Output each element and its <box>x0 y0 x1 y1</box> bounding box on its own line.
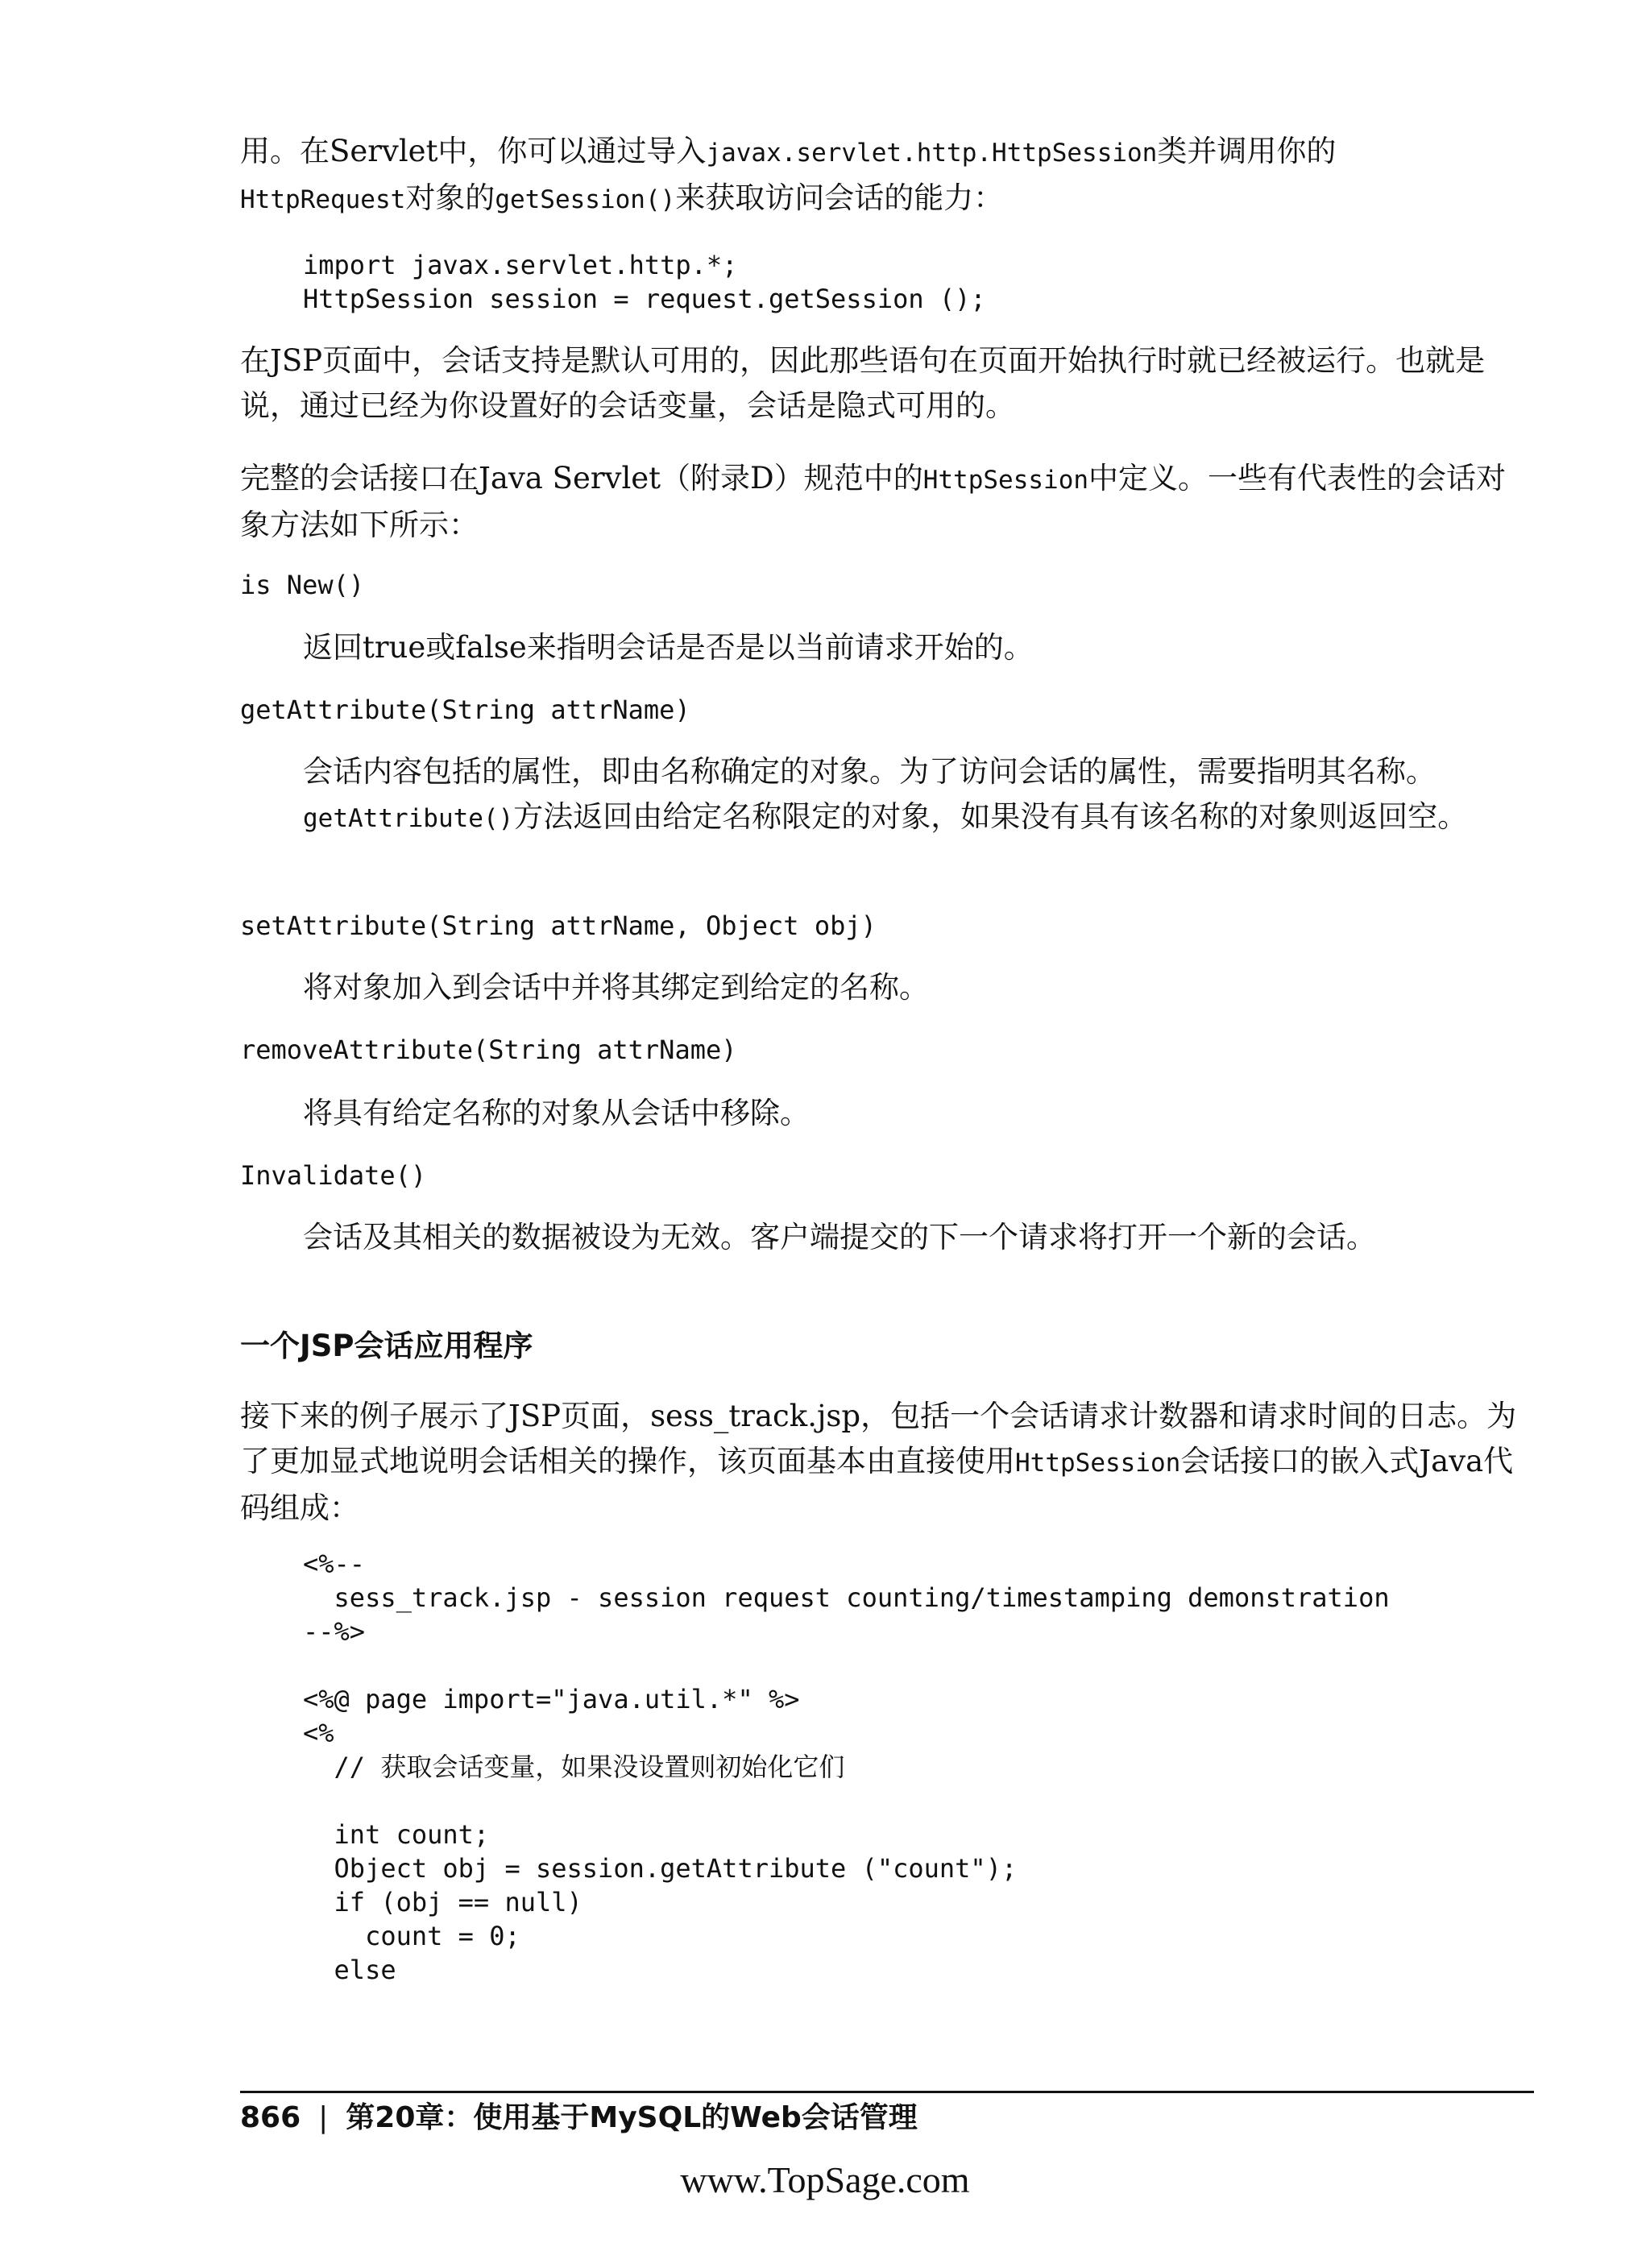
method-signature: setAttribute(String attrName, Object obj) <box>240 910 877 941</box>
intro-code-2: HttpRequest <box>240 185 406 214</box>
example-text-2: 会话接口的嵌入式Java代码组成： <box>240 1444 1514 1525</box>
intro-text-1: 用。在Servlet中，你可以通过导入 <box>240 134 707 168</box>
interface-code: HttpSession <box>922 466 1089 495</box>
page-footer <box>240 2098 918 2138</box>
page-number: 866 <box>240 2101 301 2134</box>
example-text-1: 接下来的例子展示了JSP页面，sess_track.jsp，包括一个会话请求计数器和请求时间的日志。为了更加显式地说明会话相关的操作，该页面基本由直接使用 <box>240 1399 1517 1478</box>
code-block-session: import javax.servlet.http.*; HttpSession session = request.getSession (); <box>303 250 986 314</box>
intro-text-2: 类并调用你的 <box>1157 134 1337 168</box>
watermark-url: www.TopSage.com <box>680 2159 970 2200</box>
example-code: HttpSession <box>1015 1449 1181 1478</box>
intro-paragraph <box>240 129 1529 222</box>
session-interface-paragraph <box>240 456 1529 548</box>
method-signature: is New() <box>240 570 365 600</box>
interface-text-1: 完整的会话接口在Java Servlet（附录D）规范中的 <box>240 461 923 495</box>
method-description: 将具有给定名称的对象从会话中移除。 <box>303 1096 810 1130</box>
method-signature: removeAttribute(String attrName) <box>240 1034 737 1065</box>
interface-text-2: 中定义。一些有代表性的会话对象方法如下所示： <box>240 461 1507 542</box>
section-heading: 一个JSP会话应用程序 <box>240 1329 533 1363</box>
intro-text-3: 对象的 <box>405 180 495 215</box>
chapter-title: 第20章：使用基于MySQL的Web会话管理 <box>346 2101 918 2134</box>
method-description: 将对象加入到会话中并将其绑定到给定的名称。 <box>303 970 929 1005</box>
method-description: 会话及其相关的数据被设为无效。客户端提交的下一个请求将打开一个新的会话。 <box>303 1220 1376 1254</box>
method-signature: Invalidate() <box>240 1160 427 1191</box>
method-description-text: 会话内容包括的属性，即由名称确定的对象。为了访问会话的属性，需要指明其名称。 <box>303 754 1436 789</box>
code-block-sess-track: <%-- sess_track.jsp - session request counting/timestamping demonstration --%> <%@ page import="java.util.*" %> <% // 获取会话变量，如果没设置则初始化它们 int count; Object obj = session.getAttribute ("count"); if (obj == null) count = 0; else <box>303 1549 1390 1985</box>
footer-rule <box>240 2091 1534 2093</box>
method-signature: getAttribute(String attrName) <box>240 694 690 725</box>
intro-text-4: 来获取访问会话的能力： <box>675 180 1004 215</box>
method-description-text-2: 方法返回由给定名称限定的对象，如果没有具有该名称的对象则返回空。 <box>513 799 1468 834</box>
example-paragraph <box>240 1394 1529 1531</box>
footer-separator: | <box>318 2101 329 2134</box>
method-description-code: getAttribute() <box>303 804 514 833</box>
method-description <box>303 749 1529 841</box>
intro-code-1: javax.servlet.http.HttpSession <box>706 139 1158 168</box>
jsp-session-paragraph: 在JSP页面中，会话支持是默认可用的，因此那些语句在页面开始执行时就已经被运行。也就是说，通过已经为你设置好的会话变量，会话是隐式可用的。 <box>240 343 1486 423</box>
method-description: 返回true或false来指明会话是否是以当前请求开始的。 <box>303 630 1034 665</box>
intro-code-3: getSession() <box>495 185 676 214</box>
